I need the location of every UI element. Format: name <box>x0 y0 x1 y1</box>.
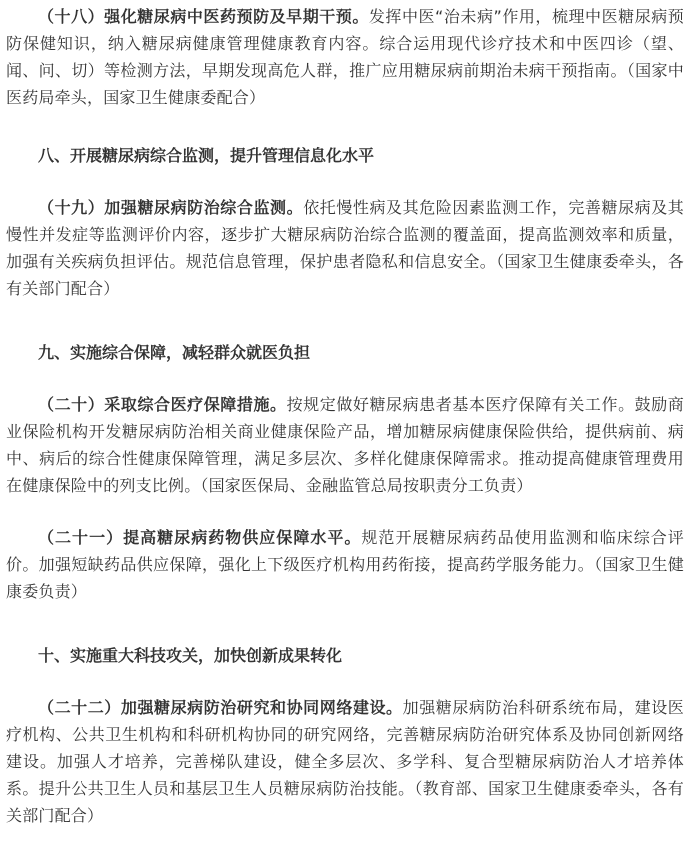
section-heading-9: 九、实施综合保障，减轻群众就医负担 <box>38 343 311 362</box>
section-heading-10: 十、实施重大科技攻关，加快创新成果转化 <box>38 646 343 665</box>
paragraph-lead: （十九）加强糖尿病防治综合监测。 <box>38 198 304 217</box>
paragraph-body: 按规定做好糖尿病患者基本医疗保障有关工作。鼓励商业保险机构开发糖尿病防治相关商业健康保险产品，增加糖尿病健康保险供给，提供病前、病中、病后的综合性健康保障管理，满足多层次、多样化健康保障需求。推动提高健康管理费用在健康保险中的列支比例。（国家医保局、金融监管总局按职责分工负责） <box>6 395 684 495</box>
paragraph-body: 加强糖尿病防治科研系统布局，建设医疗机构、公共卫生机构和科研机构协同的研究网络，完善糖尿病防治研究体系及协同创新网络建设。加强人才培养，完善梯队建设，健全多层次、多学科、复合型糖尿病防治人才培养体系。提升公共卫生人员和基层卫生人员糖尿病防治技能。（教育部、国家卫生健康委牵头，各有关部门配合） <box>6 698 684 825</box>
paragraph-lead: （二十一）提高糖尿病药物供应保障水平。 <box>38 528 362 547</box>
paragraph-item-20 <box>6 391 684 499</box>
paragraph-body: 依托慢性病及其危险因素监测工作，完善糖尿病及其慢性并发症等监测评价内容，逐步扩大糖尿病防治综合监测的覆盖面，提高监测效率和质量，加强有关疾病负担评估。规范信息管理，保护患者隐私和信息安全。（国家卫生健康委牵头，各有关部门配合） <box>6 198 685 298</box>
paragraph-item-22 <box>6 694 684 829</box>
paragraph-lead: （二十）采取综合医疗保障措施。 <box>38 395 287 414</box>
paragraph-body: 规范开展糖尿病药品使用监测和临床综合评价。加强短缺药品供应保障，强化上下级医疗机构用药衔接，提高药学服务能力。（国家卫生健康委负责） <box>6 528 684 601</box>
paragraph-item-21 <box>6 524 684 605</box>
paragraph-body: 发挥中医“治未病”作用，梳理中医糖尿病预防保健知识，纳入糖尿病健康管理健康教育内容。综合运用现代诊疗技术和中医四诊（望、闻、问、切）等检测方法，早期发现高危人群，推广应用糖尿病前期治未病干预指南。（国家中医药局牵头，国家卫生健康委配合） <box>6 7 684 107</box>
paragraph-lead: （二十二）加强糖尿病防治研究和协同网络建设。 <box>38 698 403 717</box>
section-heading-8: 八、开展糖尿病综合监测，提升管理信息化水平 <box>38 146 375 165</box>
paragraph-lead: （十八）强化糖尿病中医药预防及早期干预。 <box>38 7 369 26</box>
paragraph-item-18 <box>6 0 684 111</box>
paragraph-item-19 <box>6 194 684 302</box>
